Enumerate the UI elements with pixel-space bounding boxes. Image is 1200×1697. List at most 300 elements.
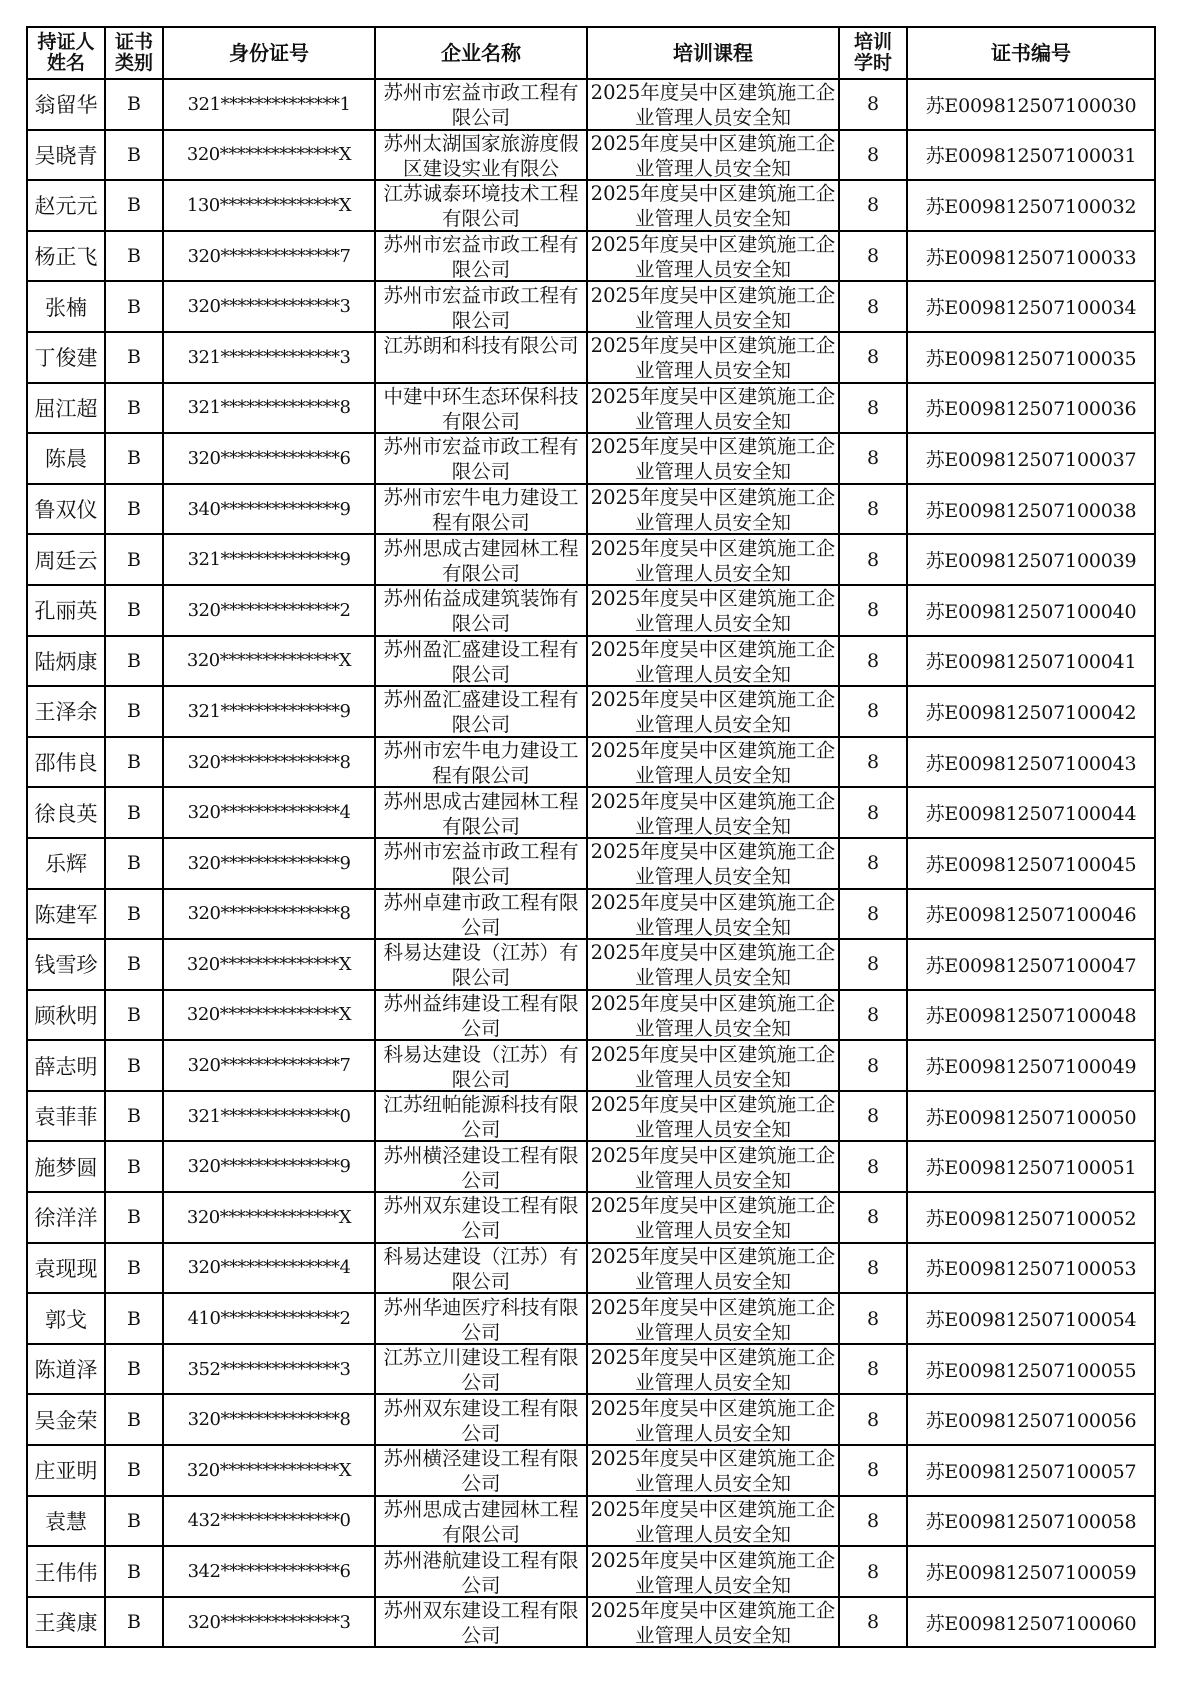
training-hours-cell: 8: [839, 1546, 907, 1597]
training-course-cell: [587, 838, 839, 889]
holder-name-cell: 庄亚明: [27, 1445, 105, 1496]
training-hours-cell: 8: [839, 787, 907, 838]
cert-type-cell: B: [105, 1040, 163, 1091]
training-course-cell: [587, 1344, 839, 1395]
cert-number-cell: 苏E009812507100053: [907, 1243, 1155, 1294]
training-course-cell: [587, 1546, 839, 1597]
training-course-cell: [587, 231, 839, 282]
id-number-cell: 352**************3: [163, 1344, 375, 1395]
cert-number-cell: 苏E009812507100044: [907, 787, 1155, 838]
holder-name-cell: 袁现现: [27, 1243, 105, 1294]
header-training-hours: 培训 学时: [839, 27, 907, 79]
cert-type-cell: B: [105, 737, 163, 788]
company-name-cell-text: 苏州佑益成建筑装饰有限公司: [383, 587, 579, 635]
company-name-cell: [375, 130, 587, 181]
company-name-cell: [375, 1040, 587, 1091]
table-row: [27, 130, 1155, 181]
training-hours-cell: 8: [839, 585, 907, 636]
cert-type-cell: B: [105, 636, 163, 687]
id-number-cell: 320**************7: [163, 1040, 375, 1091]
company-name-cell: [375, 1192, 587, 1243]
cert-number-cell: 苏E009812507100056: [907, 1394, 1155, 1445]
training-course-cell-text: 2025年度吴中区建筑施工企业管理人员安全知: [590, 739, 836, 787]
cert-number-cell: 苏E009812507100054: [907, 1293, 1155, 1344]
holder-name-cell: 顾秋明: [27, 990, 105, 1041]
training-hours-cell: 8: [839, 1344, 907, 1395]
id-number-cell: 320**************2: [163, 585, 375, 636]
company-name-cell: [375, 1597, 587, 1648]
training-course-cell: [587, 180, 839, 231]
cert-number-cell: 苏E009812507100047: [907, 939, 1155, 990]
holder-name-cell: 王伟伟: [27, 1546, 105, 1597]
training-hours-cell: 8: [839, 1496, 907, 1547]
training-course-cell-text: 2025年度吴中区建筑施工企业管理人员安全知: [590, 1093, 836, 1141]
cert-number-cell: 苏E009812507100043: [907, 737, 1155, 788]
company-name-cell-text: 苏州市宏牛电力建设工程有限公司: [383, 486, 579, 534]
cert-number-cell: 苏E009812507100050: [907, 1091, 1155, 1142]
cert-number-cell: 苏E009812507100035: [907, 332, 1155, 383]
company-name-cell: [375, 1445, 587, 1496]
training-course-cell-text: 2025年度吴中区建筑施工企业管理人员安全知: [590, 637, 836, 685]
cert-number-cell: 苏E009812507100032: [907, 180, 1155, 231]
company-name-cell: [375, 787, 587, 838]
table-row: [27, 1344, 1155, 1395]
company-name-cell-text: 苏州市宏益市政工程有限公司: [383, 233, 579, 281]
company-name-cell: [375, 1546, 587, 1597]
training-hours-cell: 8: [839, 1040, 907, 1091]
company-name-cell: [375, 332, 587, 383]
company-name-cell-text: 苏州盈汇盛建设工程有限公司: [383, 688, 579, 736]
holder-name-cell: 吴晓青: [27, 130, 105, 181]
company-name-cell: [375, 585, 587, 636]
cert-number-cell: 苏E009812507100042: [907, 686, 1155, 737]
company-name-cell-text: 苏州华迪医疗科技有限公司: [383, 1295, 579, 1343]
training-course-cell-text: 2025年度吴中区建筑施工企业管理人员安全知: [590, 840, 836, 888]
training-course-cell: [587, 383, 839, 434]
training-hours-cell: 8: [839, 686, 907, 737]
company-name-cell: [375, 1243, 587, 1294]
company-name-cell: [375, 889, 587, 940]
company-name-cell-text: 苏州横泾建设工程有限公司: [383, 1447, 579, 1495]
id-number-cell: 320**************4: [163, 1243, 375, 1294]
training-course-cell: [587, 433, 839, 484]
table-header-row: [27, 27, 1155, 79]
training-course-cell-text: 2025年度吴中区建筑施工企业管理人员安全知: [590, 890, 836, 938]
id-number-cell: 432**************0: [163, 1496, 375, 1547]
cert-type-cell: B: [105, 130, 163, 181]
holder-name-cell: 陈建军: [27, 889, 105, 940]
training-hours-cell: 8: [839, 332, 907, 383]
training-course-cell-text: 2025年度吴中区建筑施工企业管理人员安全知: [590, 1244, 836, 1292]
company-name-cell-text: 江苏纽帕能源科技有限公司: [383, 1093, 579, 1141]
training-hours-cell: 8: [839, 838, 907, 889]
holder-name-cell: 杨正飞: [27, 231, 105, 282]
company-name-cell-text: 苏州卓建市政工程有限公司: [383, 890, 579, 938]
holder-name-cell: 赵元元: [27, 180, 105, 231]
training-hours-cell: 8: [839, 636, 907, 687]
cert-number-cell: 苏E009812507100038: [907, 484, 1155, 535]
id-number-cell: 320**************9: [163, 838, 375, 889]
training-course-cell-text: 2025年度吴中区建筑施工企业管理人员安全知: [590, 1497, 836, 1545]
holder-name-cell: 陈道泽: [27, 1344, 105, 1395]
company-name-cell: [375, 1496, 587, 1547]
cert-type-cell: B: [105, 889, 163, 940]
company-name-cell: [375, 838, 587, 889]
table-row: [27, 1141, 1155, 1192]
company-name-cell: [375, 1394, 587, 1445]
company-name-cell: [375, 281, 587, 332]
table-row: [27, 1091, 1155, 1142]
holder-name-cell: 袁菲菲: [27, 1091, 105, 1142]
id-number-cell: 321**************1: [163, 79, 375, 130]
cert-type-cell: B: [105, 1091, 163, 1142]
header-company-name: 企业名称: [375, 27, 587, 79]
cert-type-cell: B: [105, 585, 163, 636]
training-hours-cell: 8: [839, 130, 907, 181]
training-course-cell-text: 2025年度吴中区建筑施工企业管理人员安全知: [590, 1143, 836, 1191]
cert-number-cell: 苏E009812507100057: [907, 1445, 1155, 1496]
id-number-cell: 321**************9: [163, 534, 375, 585]
training-course-cell-text: 2025年度吴中区建筑施工企业管理人员安全知: [590, 991, 836, 1039]
table-row: [27, 534, 1155, 585]
training-hours-cell: 8: [839, 180, 907, 231]
company-name-cell: [375, 383, 587, 434]
table-row: [27, 990, 1155, 1041]
company-name-cell-text: 科易达建设（江苏）有限公司: [383, 941, 579, 989]
company-name-cell: [375, 484, 587, 535]
training-hours-cell: 8: [839, 1141, 907, 1192]
training-course-cell-text: 2025年度吴中区建筑施工企业管理人员安全知: [590, 688, 836, 736]
training-course-cell: [587, 130, 839, 181]
training-course-cell: [587, 686, 839, 737]
holder-name-cell: 王龚康: [27, 1597, 105, 1648]
id-number-cell: 320**************X: [163, 990, 375, 1041]
training-course-cell-text: 2025年度吴中区建筑施工企业管理人员安全知: [590, 334, 836, 382]
table-row: [27, 1243, 1155, 1294]
table-row: [27, 636, 1155, 687]
holder-name-cell: 孔丽英: [27, 585, 105, 636]
holder-name-cell: 施梦圆: [27, 1141, 105, 1192]
company-name-cell-text: 江苏立川建设工程有限公司: [383, 1346, 579, 1394]
cert-type-cell: B: [105, 1192, 163, 1243]
id-number-cell: 130**************X: [163, 180, 375, 231]
holder-name-cell: 邵伟良: [27, 737, 105, 788]
training-hours-cell: 8: [839, 1293, 907, 1344]
id-number-cell: 320**************X: [163, 1192, 375, 1243]
cert-type-cell: B: [105, 1445, 163, 1496]
certificate-table: [26, 26, 1156, 1648]
company-name-cell-text: 中建中环生态环保科技有限公司: [383, 384, 579, 432]
training-course-cell: [587, 1445, 839, 1496]
header-holder-name: 持证人 姓名: [27, 27, 105, 79]
cert-number-cell: 苏E009812507100036: [907, 383, 1155, 434]
table-row: [27, 1192, 1155, 1243]
cert-number-cell: 苏E009812507100041: [907, 636, 1155, 687]
cert-type-cell: B: [105, 534, 163, 585]
cert-type-cell: B: [105, 939, 163, 990]
cert-type-cell: B: [105, 281, 163, 332]
id-number-cell: 321**************0: [163, 1091, 375, 1142]
table-row: [27, 1445, 1155, 1496]
training-course-cell: [587, 737, 839, 788]
training-hours-cell: 8: [839, 1091, 907, 1142]
training-hours-cell: 8: [839, 534, 907, 585]
company-name-cell: [375, 990, 587, 1041]
cert-type-cell: B: [105, 484, 163, 535]
table-row: [27, 1496, 1155, 1547]
training-course-cell-text: 2025年度吴中区建筑施工企业管理人员安全知: [590, 1042, 836, 1090]
training-course-cell-text: 2025年度吴中区建筑施工企业管理人员安全知: [590, 435, 836, 483]
training-hours-cell: 8: [839, 1192, 907, 1243]
table-row: [27, 737, 1155, 788]
training-course-cell: [587, 484, 839, 535]
id-number-cell: 320**************9: [163, 1141, 375, 1192]
holder-name-cell: 吴金荣: [27, 1394, 105, 1445]
table-row: [27, 1040, 1155, 1091]
table-row: [27, 383, 1155, 434]
holder-name-cell: 徐良英: [27, 787, 105, 838]
company-name-cell-text: 科易达建设（江苏）有限公司: [383, 1042, 579, 1090]
company-name-cell: [375, 939, 587, 990]
training-course-cell: [587, 281, 839, 332]
company-name-cell: [375, 180, 587, 231]
table-row: [27, 1597, 1155, 1648]
company-name-cell-text: 苏州市宏益市政工程有限公司: [383, 435, 579, 483]
company-name-cell-text: 苏州市宏益市政工程有限公司: [383, 283, 579, 331]
holder-name-cell: 乐辉: [27, 838, 105, 889]
training-course-cell: [587, 1040, 839, 1091]
company-name-cell-text: 苏州太湖国家旅游度假区建设实业有限公: [383, 131, 579, 179]
id-number-cell: 320**************X: [163, 1445, 375, 1496]
id-number-cell: 320**************8: [163, 1394, 375, 1445]
company-name-cell: [375, 79, 587, 130]
company-name-cell-text: 苏州市宏益市政工程有限公司: [383, 81, 579, 129]
training-course-cell-text: 2025年度吴中区建筑施工企业管理人员安全知: [590, 283, 836, 331]
id-number-cell: 321**************3: [163, 332, 375, 383]
id-number-cell: 321**************9: [163, 686, 375, 737]
training-course-cell-text: 2025年度吴中区建筑施工企业管理人员安全知: [590, 233, 836, 281]
training-course-cell-text: 2025年度吴中区建筑施工企业管理人员安全知: [590, 587, 836, 635]
company-name-cell-text: 江苏朗和科技有限公司: [383, 334, 579, 358]
company-name-cell: [375, 1141, 587, 1192]
training-course-cell-text: 2025年度吴中区建筑施工企业管理人员安全知: [590, 81, 836, 129]
training-course-cell-text: 2025年度吴中区建筑施工企业管理人员安全知: [590, 1346, 836, 1394]
training-hours-cell: 8: [839, 433, 907, 484]
header-id-number: 身份证号: [163, 27, 375, 79]
header-cert-number: 证书编号: [907, 27, 1155, 79]
company-name-cell-text: 苏州双东建设工程有限公司: [383, 1194, 579, 1242]
header-cert-type: 证书 类别: [105, 27, 163, 79]
table-body: [27, 79, 1155, 1647]
cert-type-cell: B: [105, 180, 163, 231]
training-course-cell-text: 2025年度吴中区建筑施工企业管理人员安全知: [590, 1295, 836, 1343]
holder-name-cell: 钱雪珍: [27, 939, 105, 990]
training-course-cell: [587, 1243, 839, 1294]
training-hours-cell: 8: [839, 737, 907, 788]
table-row: [27, 889, 1155, 940]
company-name-cell: [375, 686, 587, 737]
company-name-cell: [375, 1293, 587, 1344]
training-course-cell: [587, 1091, 839, 1142]
table-row: [27, 585, 1155, 636]
cert-number-cell: 苏E009812507100030: [907, 79, 1155, 130]
training-course-cell-text: 2025年度吴中区建筑施工企业管理人员安全知: [590, 486, 836, 534]
table-row: [27, 231, 1155, 282]
id-number-cell: 320**************7: [163, 231, 375, 282]
cert-type-cell: B: [105, 231, 163, 282]
training-hours-cell: 8: [839, 889, 907, 940]
id-number-cell: 320**************X: [163, 939, 375, 990]
cert-type-cell: B: [105, 1344, 163, 1395]
training-hours-cell: 8: [839, 79, 907, 130]
company-name-cell-text: 苏州思成古建园林工程有限公司: [383, 536, 579, 584]
company-name-cell-text: 苏州横泾建设工程有限公司: [383, 1143, 579, 1191]
training-hours-cell: 8: [839, 1597, 907, 1648]
cert-type-cell: B: [105, 1394, 163, 1445]
table-row: [27, 79, 1155, 130]
company-name-cell-text: 苏州思成古建园林工程有限公司: [383, 789, 579, 837]
cert-number-cell: 苏E009812507100059: [907, 1546, 1155, 1597]
company-name-cell: [375, 534, 587, 585]
training-course-cell: [587, 1141, 839, 1192]
company-name-cell-text: 苏州港航建设工程有限公司: [383, 1548, 579, 1596]
table-row: [27, 787, 1155, 838]
training-course-cell: [587, 787, 839, 838]
cert-type-cell: B: [105, 838, 163, 889]
table-row: [27, 332, 1155, 383]
cert-type-cell: B: [105, 1546, 163, 1597]
training-hours-cell: 8: [839, 281, 907, 332]
id-number-cell: 320**************8: [163, 737, 375, 788]
holder-name-cell: 徐洋洋: [27, 1192, 105, 1243]
training-hours-cell: 8: [839, 231, 907, 282]
company-name-cell-text: 苏州思成古建园林工程有限公司: [383, 1497, 579, 1545]
training-course-cell: [587, 990, 839, 1041]
cert-number-cell: 苏E009812507100058: [907, 1496, 1155, 1547]
cert-type-cell: B: [105, 990, 163, 1041]
table-row: [27, 939, 1155, 990]
company-name-cell: [375, 737, 587, 788]
cert-type-cell: B: [105, 1243, 163, 1294]
training-hours-cell: 8: [839, 1445, 907, 1496]
company-name-cell: [375, 231, 587, 282]
holder-name-cell: 王泽余: [27, 686, 105, 737]
id-number-cell: 321**************8: [163, 383, 375, 434]
id-number-cell: 320**************X: [163, 130, 375, 181]
company-name-cell-text: 科易达建设（江苏）有限公司: [383, 1244, 579, 1292]
table-row: [27, 1394, 1155, 1445]
holder-name-cell: 屈江超: [27, 383, 105, 434]
header-training-course: 培训课程: [587, 27, 839, 79]
training-hours-cell: 8: [839, 1243, 907, 1294]
cert-number-cell: 苏E009812507100031: [907, 130, 1155, 181]
cert-type-cell: B: [105, 1141, 163, 1192]
id-number-cell: 320**************3: [163, 281, 375, 332]
cert-number-cell: 苏E009812507100037: [907, 433, 1155, 484]
company-name-cell: [375, 433, 587, 484]
training-course-cell-text: 2025年度吴中区建筑施工企业管理人员安全知: [590, 941, 836, 989]
id-number-cell: 320**************8: [163, 889, 375, 940]
training-course-cell-text: 2025年度吴中区建筑施工企业管理人员安全知: [590, 1447, 836, 1495]
cert-type-cell: B: [105, 332, 163, 383]
id-number-cell: 320**************6: [163, 433, 375, 484]
holder-name-cell: 周廷云: [27, 534, 105, 585]
id-number-cell: 320**************3: [163, 1597, 375, 1648]
company-name-cell-text: 江苏诚泰环境技术工程有限公司: [383, 182, 579, 230]
holder-name-cell: 郭戈: [27, 1293, 105, 1344]
cert-number-cell: 苏E009812507100046: [907, 889, 1155, 940]
training-course-cell-text: 2025年度吴中区建筑施工企业管理人员安全知: [590, 182, 836, 230]
holder-name-cell: 陈晨: [27, 433, 105, 484]
training-course-cell: [587, 939, 839, 990]
table-row: [27, 433, 1155, 484]
cert-type-cell: B: [105, 1496, 163, 1547]
table-row: [27, 1293, 1155, 1344]
training-course-cell: [587, 1293, 839, 1344]
id-number-cell: 320**************X: [163, 636, 375, 687]
training-hours-cell: 8: [839, 939, 907, 990]
holder-name-cell: 袁慧: [27, 1496, 105, 1547]
training-hours-cell: 8: [839, 484, 907, 535]
training-course-cell: [587, 1496, 839, 1547]
training-course-cell-text: 2025年度吴中区建筑施工企业管理人员安全知: [590, 1599, 836, 1647]
training-course-cell-text: 2025年度吴中区建筑施工企业管理人员安全知: [590, 1548, 836, 1596]
table-row: [27, 686, 1155, 737]
cert-number-cell: 苏E009812507100048: [907, 990, 1155, 1041]
cert-type-cell: B: [105, 1293, 163, 1344]
company-name-cell: [375, 1091, 587, 1142]
training-course-cell: [587, 636, 839, 687]
training-course-cell: [587, 1597, 839, 1648]
holder-name-cell: 翁留华: [27, 79, 105, 130]
company-name-cell-text: 苏州市宏牛电力建设工程有限公司: [383, 739, 579, 787]
training-course-cell: [587, 889, 839, 940]
training-course-cell: [587, 534, 839, 585]
company-name-cell: [375, 636, 587, 687]
table-row: [27, 484, 1155, 535]
holder-name-cell: 鲁双仪: [27, 484, 105, 535]
company-name-cell-text: 苏州双东建设工程有限公司: [383, 1599, 579, 1647]
training-course-cell-text: 2025年度吴中区建筑施工企业管理人员安全知: [590, 1396, 836, 1444]
id-number-cell: 320**************4: [163, 787, 375, 838]
training-course-cell-text: 2025年度吴中区建筑施工企业管理人员安全知: [590, 536, 836, 584]
company-name-cell: [375, 1344, 587, 1395]
table-row: [27, 180, 1155, 231]
cert-type-cell: B: [105, 79, 163, 130]
training-hours-cell: 8: [839, 990, 907, 1041]
training-hours-cell: 8: [839, 383, 907, 434]
table-row: [27, 281, 1155, 332]
training-course-cell-text: 2025年度吴中区建筑施工企业管理人员安全知: [590, 384, 836, 432]
holder-name-cell: 丁俊建: [27, 332, 105, 383]
cert-number-cell: 苏E009812507100051: [907, 1141, 1155, 1192]
table-row: [27, 838, 1155, 889]
training-course-cell: [587, 585, 839, 636]
training-hours-cell: 8: [839, 1394, 907, 1445]
id-number-cell: 342**************6: [163, 1546, 375, 1597]
cert-number-cell: 苏E009812507100049: [907, 1040, 1155, 1091]
cert-type-cell: B: [105, 1597, 163, 1648]
id-number-cell: 410**************2: [163, 1293, 375, 1344]
training-course-cell: [587, 79, 839, 130]
company-name-cell-text: 苏州盈汇盛建设工程有限公司: [383, 637, 579, 685]
cert-number-cell: 苏E009812507100055: [907, 1344, 1155, 1395]
training-course-cell: [587, 1192, 839, 1243]
training-course-cell: [587, 1394, 839, 1445]
holder-name-cell: 薛志明: [27, 1040, 105, 1091]
training-course-cell: [587, 332, 839, 383]
cert-type-cell: B: [105, 433, 163, 484]
